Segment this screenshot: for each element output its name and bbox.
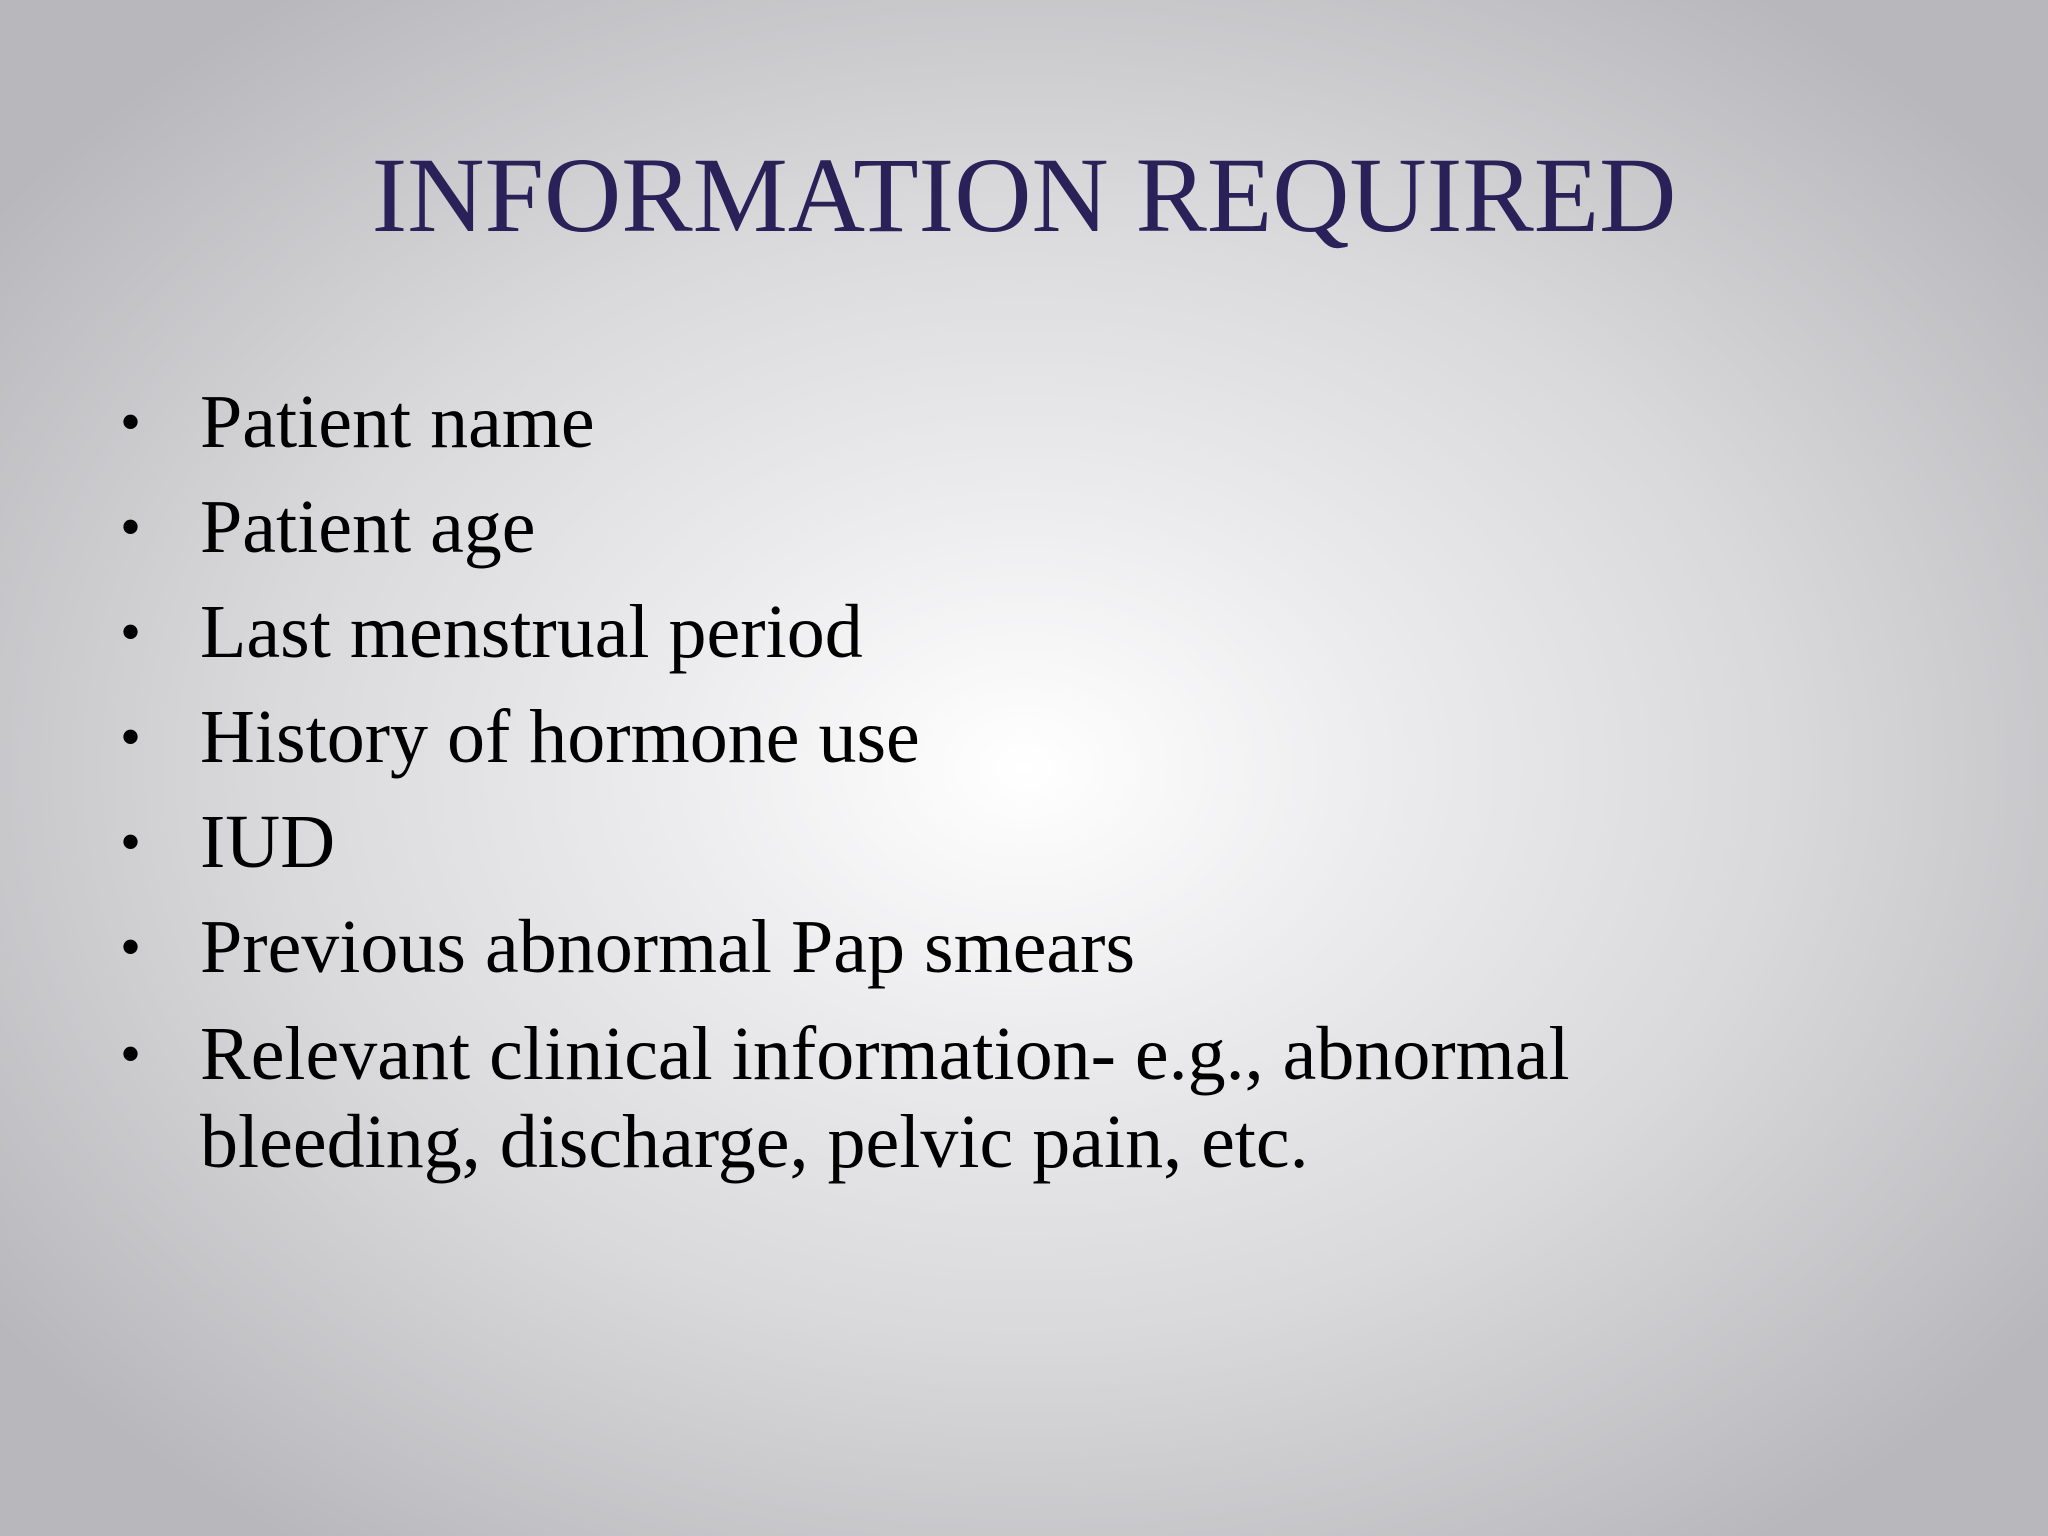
bullet-item-last-menstrual-period xyxy=(120,580,1840,685)
bullet-item-iud xyxy=(120,790,1840,895)
bullet-icon: • xyxy=(120,1021,142,1087)
bullet-icon: • xyxy=(120,704,142,770)
bullet-icon: • xyxy=(120,809,142,875)
bullet-text: Patient name xyxy=(200,380,595,464)
bullet-text: Last menstrual period xyxy=(200,590,863,674)
bullet-item-hormone-history xyxy=(120,685,1840,790)
bullet-icon: • xyxy=(120,494,142,560)
bullet-icon: • xyxy=(120,914,142,980)
bullet-item-previous-abnormal-pap xyxy=(120,895,1840,1000)
bullet-text: Previous abnormal Pap smears xyxy=(200,905,1136,989)
bullet-text: History of hormone use xyxy=(200,695,920,779)
bullet-item-patient-name xyxy=(120,370,1840,475)
bullet-text: Relevant clinical information- e.g., abnormal bleeding, discharge, pelvic pain, etc. xyxy=(200,1012,1570,1184)
slide-title: INFORMATION REQUIRED xyxy=(371,137,1677,255)
bullet-item-clinical-information xyxy=(120,1010,1840,1186)
bullet-icon: • xyxy=(120,389,142,455)
bullet-list xyxy=(120,370,1840,1186)
bullet-icon: • xyxy=(120,599,142,665)
bullet-text: IUD xyxy=(200,800,336,884)
bullet-item-patient-age xyxy=(120,475,1840,580)
bullet-text: Patient age xyxy=(200,485,536,569)
